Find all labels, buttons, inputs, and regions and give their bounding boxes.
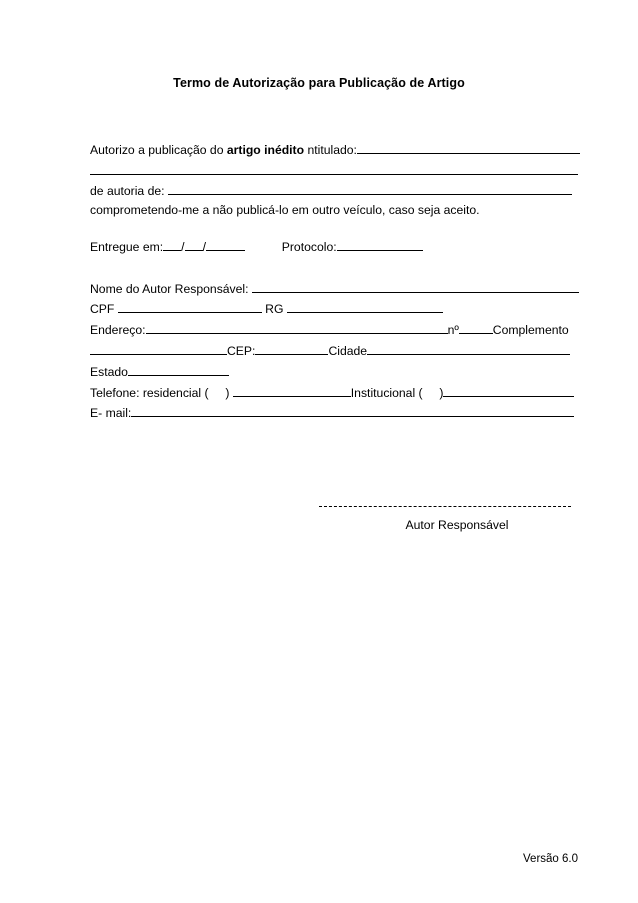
email-label: E- mail: (90, 406, 132, 420)
title-continuation-line (90, 162, 580, 179)
authorship-label: de autoria de: (90, 184, 165, 198)
delivery-line (90, 238, 580, 255)
authorship-line (90, 182, 580, 199)
complement-label: Complemento (492, 323, 569, 337)
phone-field[interactable] (233, 384, 351, 397)
protocol-field[interactable] (337, 238, 423, 251)
authorization-bold: artigo inédito (226, 143, 305, 157)
rg-label: RG (265, 302, 284, 316)
email-field[interactable] (131, 404, 574, 417)
rg-field[interactable] (287, 300, 443, 313)
title-continuation-field[interactable] (90, 162, 578, 175)
institutional-close: ) (439, 386, 444, 400)
cpf-label: CPF (90, 302, 115, 316)
delivery-year-field[interactable] (206, 238, 245, 251)
state-line (90, 363, 580, 380)
email-line (90, 404, 580, 421)
number-label: nº (447, 323, 459, 337)
complement-field[interactable] (90, 342, 227, 355)
author-name-field[interactable] (252, 280, 579, 293)
date-separator-1: / (181, 240, 185, 254)
address-field[interactable] (146, 321, 448, 334)
cpf-field[interactable] (118, 300, 262, 313)
signature-label: Autor Responsável (405, 518, 509, 532)
number-field[interactable] (459, 321, 493, 334)
document-title: Termo de Autorização para Publicação de Artigo (173, 76, 465, 90)
phone-label: Telefone: residencial ( (90, 386, 209, 400)
delivery-day-field[interactable] (163, 238, 181, 251)
author-name-label: Nome do Autor Responsável: (90, 282, 249, 296)
delivery-month-field[interactable] (185, 238, 203, 251)
address-label: Endereço: (90, 323, 146, 337)
cpf-rg-line (90, 300, 580, 317)
institutional-label: Institucional ( (350, 386, 423, 400)
authorship-field[interactable] (168, 182, 572, 195)
cep-label: CEP: (227, 344, 256, 358)
delivery-label: Entregue em: (90, 240, 164, 254)
state-label: Estado (90, 365, 128, 379)
commitment-text: comprometendo-me a não publicá-lo em outro veículo, caso seja aceito. (90, 203, 480, 217)
authorization-prefix: Autorizo a publicação do (90, 143, 227, 157)
phone-close: ) (225, 386, 230, 400)
version-label: Versão 6.0 (523, 853, 578, 865)
state-field[interactable] (128, 363, 229, 376)
city-label: Cidade (328, 344, 368, 358)
city-field[interactable] (367, 342, 570, 355)
protocol-label: Protocolo: (281, 240, 337, 254)
cep-city-line (90, 342, 580, 359)
title-field[interactable] (357, 141, 580, 154)
institutional-field[interactable] (443, 384, 574, 397)
authorization-suffix: ntitulado: (304, 143, 357, 157)
authorization-line (90, 141, 580, 158)
date-separator-2: / (202, 240, 206, 254)
author-name-line (90, 280, 580, 297)
phone-line (90, 384, 580, 401)
address-line (90, 321, 580, 338)
cep-field[interactable] (255, 342, 328, 355)
signature-line[interactable] (319, 506, 571, 507)
